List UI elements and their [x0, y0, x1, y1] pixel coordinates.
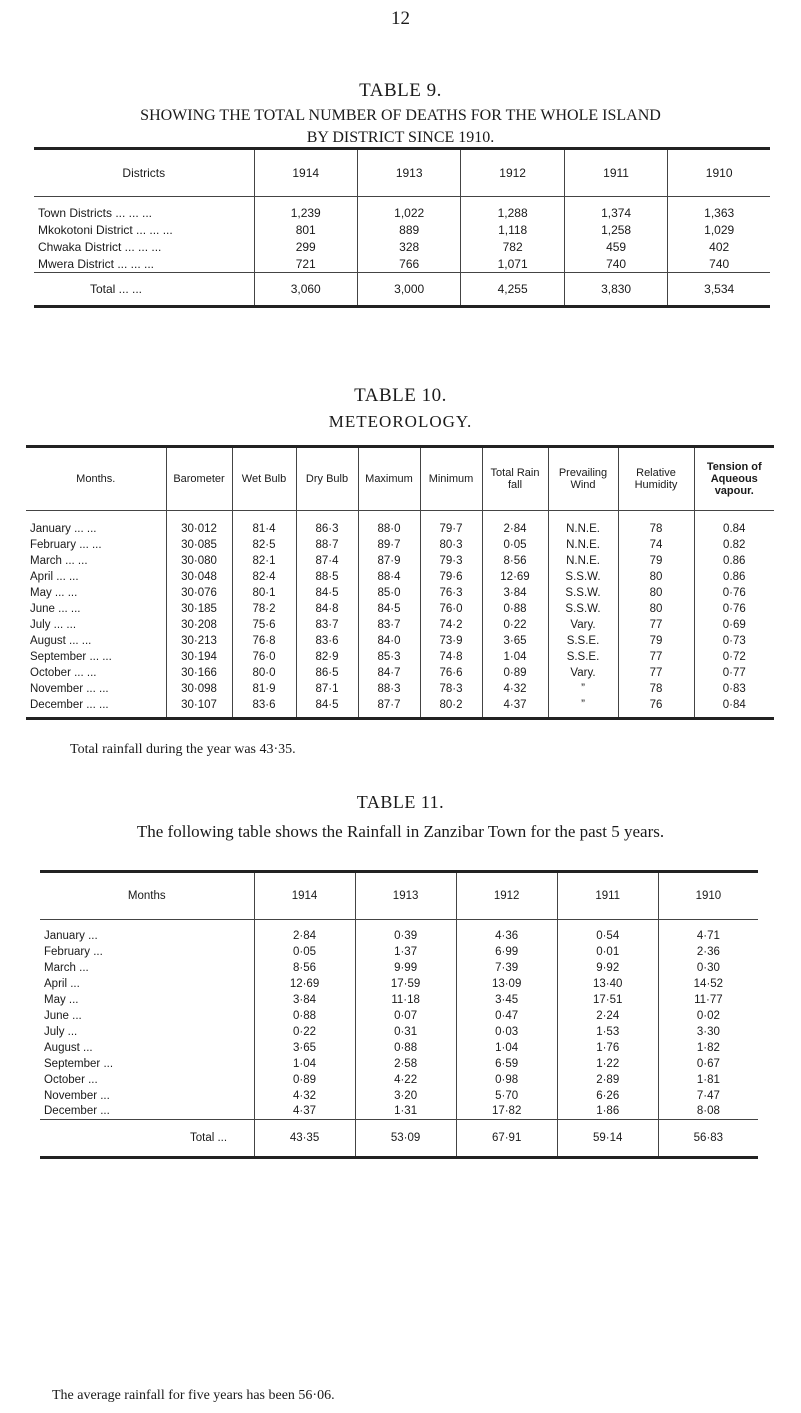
table-row: September ... 1·04 2·58 6·59 1·22 0·67: [40, 1056, 758, 1072]
table10-header-row: [26, 447, 774, 511]
page-number: 12: [391, 8, 410, 29]
table10-header-dry-bulb: Dry Bulb: [296, 447, 358, 511]
table-row: February ... ... 30·085 82·5 88·7 89·7 80·3 0·05 N.N.E. 74 0.82: [26, 537, 774, 553]
table-row: May ... ... 30·076 80·1 84·5 85·0 76·3 3·84 S.S.W. 80 0·76: [26, 585, 774, 601]
table11-header-row: [40, 872, 758, 920]
table11-title: TABLE 11.: [356, 792, 445, 812]
table10-header-relative-humidity: Relative Humidity: [618, 447, 694, 511]
table-row: Mwera District ... ... ... 721 766 1,071 740 740: [34, 256, 770, 273]
table-row: November ... ... 30·098 81·9 87·1 88·3 78·3 4·32 ” 78 0·83: [26, 681, 774, 697]
table10-subtitle: METEOROLOGY.: [328, 412, 473, 431]
table10-header-minimum: Minimum: [420, 447, 482, 511]
table9: [34, 147, 770, 308]
table-row: January ... 2·84 0·39 4·36 0·54 4·71: [40, 928, 758, 944]
table10-header-tension: Tension of Aqueous vapour.: [694, 447, 774, 511]
table-row: November ... 4·32 3·20 5·70 6·26 7·47: [40, 1088, 758, 1104]
table10: [26, 445, 774, 720]
table9-header-1914: 1914: [254, 149, 357, 197]
table-row: September ... ... 30·194 76·0 82·9 85·3 74·8 1·04 S.S.E. 77 0·72: [26, 649, 774, 665]
table10-header-maximum: Maximum: [358, 447, 420, 511]
table11-header-1912: 1912: [456, 872, 557, 920]
table-row: August ... 3·65 0·88 1·04 1·76 1·82: [40, 1040, 758, 1056]
table11: [40, 870, 758, 1159]
table10-note: Total rainfall during the year was 43·35.: [70, 742, 296, 757]
table-row: July ... 0·22 0·31 0·03 1·53 3·30: [40, 1024, 758, 1040]
table-row: June ... ... 30·185 78·2 84·8 84·5 76·0 0·88 S.S.W. 80 0·76: [26, 601, 774, 617]
table9-caption: [20, 105, 781, 149]
table10-header-prevailing-wind: Prevailing Wind: [548, 447, 618, 511]
table10-header-months: Months.: [26, 447, 166, 511]
table9-header-1913: 1913: [357, 149, 460, 197]
table9-header-1912: 1912: [461, 149, 564, 197]
table-row: October ... ... 30·166 80·0 86·5 84·7 76·6 0·89 Vary. 77 0·77: [26, 665, 774, 681]
table11-header-1911: 1911: [557, 872, 658, 920]
table9-header-row: [34, 149, 770, 197]
table-row: July ... ... 30·208 75·6 83·7 83·7 74·2 0·22 Vary. 77 0·69: [26, 617, 774, 633]
table11-header-months: Months: [40, 872, 254, 920]
table9-caption-line1: SHOWING THE TOTAL NUMBER OF DEATHS FOR THE WHOLE ISLAND: [140, 107, 661, 124]
table9-header-1910: 1910: [668, 149, 770, 197]
table11-header-1914: 1914: [254, 872, 355, 920]
table9-header-districts: Districts: [34, 149, 254, 197]
table10-header-barometer: Barometer: [166, 447, 232, 511]
table11-note: The average rainfall for five years has been 56·06.: [52, 1388, 335, 1403]
table11-header-1913: 1913: [355, 872, 456, 920]
table-row: February ... 0·05 1·37 6·99 0·01 2·36: [40, 944, 758, 960]
table10-title: TABLE 10.: [354, 385, 447, 406]
table-row: March ... ... 30·080 82·1 87·4 87·9 79·3 8·56 N.N.E. 79 0.86: [26, 553, 774, 569]
table10-header-wet-bulb: Wet Bulb: [232, 447, 296, 511]
table-row: May ... 3·84 11·18 3·45 17·51 11·77: [40, 992, 758, 1008]
table-row: December ... ... 30·107 83·6 84·5 87·7 80·2 4·37 ” 76 0·84: [26, 697, 774, 713]
table9-title: TABLE 9.: [359, 80, 442, 101]
table11-description: The following table shows the Rainfall in Zanzibar Town for the past 5 years.: [136, 822, 665, 841]
table-row: April ... ... 30·048 82·4 88·5 88·4 79·6 12·69 S.S.W. 80 0.86: [26, 569, 774, 585]
table-row: March ... 8·56 9·99 7·39 9·92 0·30: [40, 960, 758, 976]
table9-header-1911: 1911: [564, 149, 667, 197]
table-row: October ... 0·89 4·22 0·98 2·89 1·81: [40, 1072, 758, 1088]
table-row: June ... 0·88 0·07 0·47 2·24 0·02: [40, 1008, 758, 1024]
table11-header-1910: 1910: [658, 872, 758, 920]
table9-caption-line2: BY DISTRICT SINCE 1910.: [306, 129, 495, 146]
table-row: August ... ... 30·213 76·8 83·6 84·0 73·9 3·65 S.S.E. 79 0·73: [26, 633, 774, 649]
table-row: January ... ... 30·012 81·4 86·3 88·0 79·7 2·84 N.N.E. 78 0.84: [26, 521, 774, 537]
table-row: April ... 12·69 17·59 13·09 13·40 14·52: [40, 976, 758, 992]
table10-header-total-rainfall: Total Rain fall: [482, 447, 548, 511]
table-row: Chwaka District ... ... ... 299 328 782 459 402: [34, 239, 770, 256]
table-row: Town Districts ... ... ... 1,239 1,022 1,288 1,374 1,363: [34, 205, 770, 222]
table-row: Mkokotoni District ... ... ... 801 889 1,118 1,258 1,029: [34, 222, 770, 239]
table-row: December ... 4·37 1·31 17·82 1·86 8·08: [40, 1104, 758, 1120]
table9-total-row: Total ... ... 3,060 3,000 4,255 3,830 3,534: [34, 273, 770, 307]
table11-total-row: Total ... 43·35 53·09 67·91 59·14 56·83: [40, 1120, 758, 1158]
